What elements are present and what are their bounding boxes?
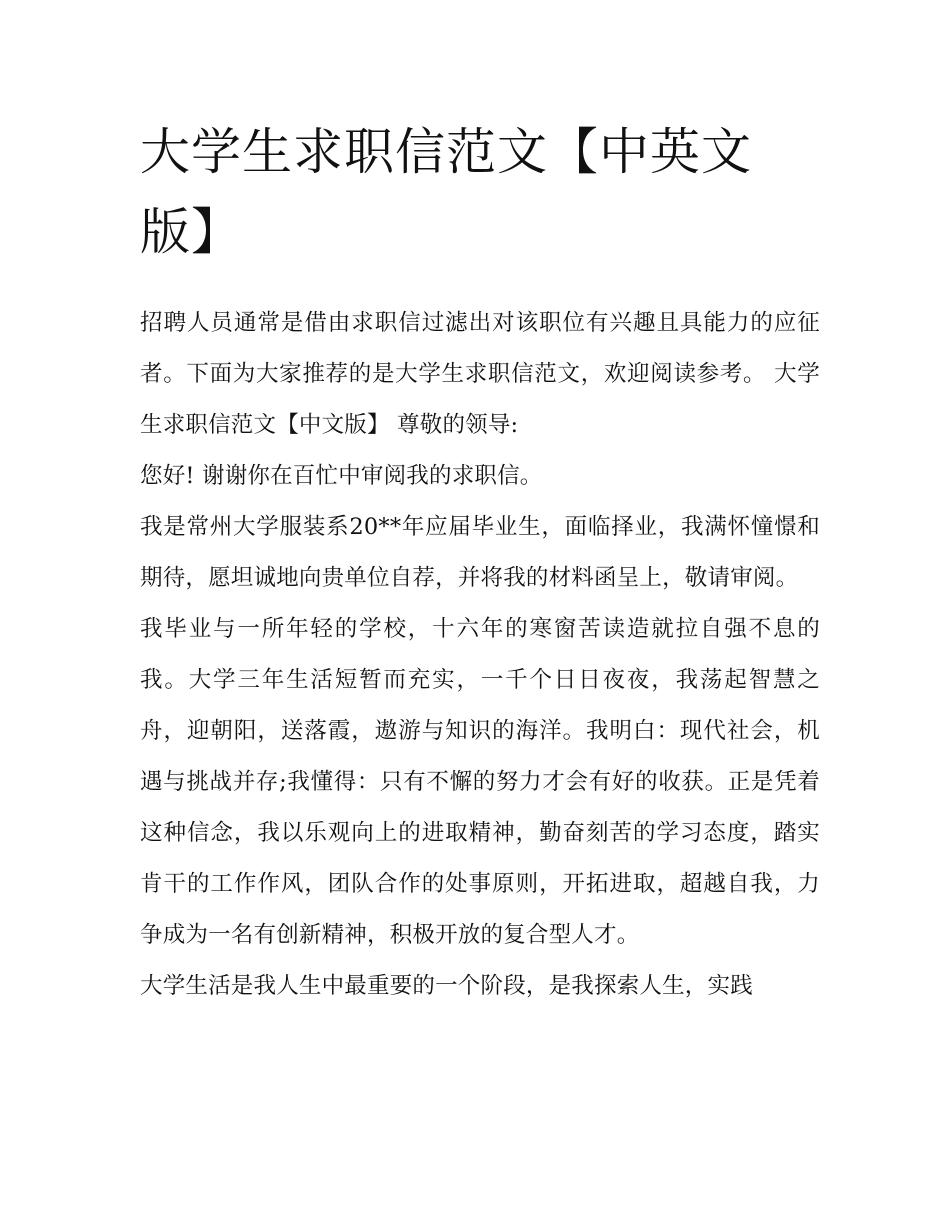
paragraph-education: 我毕业与一所年轻的学校，十六年的寒窗苦读造就拉自强不息的我。大学三年生活短暂而充实，一千个日日夜夜，我荡起智慧之舟，迎朝阳，送落霞，遨游与知识的海洋。我明白：现代社会，机遇与挑战并存;我懂得：只有不懈的努力才会有好的收获。正是凭着这种信念，我以乐观向上的进取精神，勤奋刻苦的学习态度，踏实肯干的工作作风，团队合作的处事原则，开拓进取，超越自我，力争成为一名有创新精神，积极开放的复合型人才。: [140, 616, 820, 948]
document-body: [140, 298, 820, 1012]
paragraph-college-life: 大学生活是我人生中最重要的一个阶段，是我探索人生，实践: [140, 973, 753, 999]
paragraph-self-introduction: 我是常州大学服装系20**年应届毕业生，面临择业，我满怀憧憬和期待，愿坦诚地向贵单位自荐，并将我的材料函呈上，敬请审阅。: [140, 514, 820, 591]
document-title: 大学生求职信范文【中英文版】: [140, 123, 752, 261]
paragraph-intro: 招聘人员通常是借由求职信过滤出对该职位有兴趣且具能力的应征者。下面为大家推荐的是大学生求职信范文，欢迎阅读参考。 大学生求职信范文【中文版】 尊敬的领导:: [140, 310, 820, 438]
document-content: [140, 112, 820, 1012]
paragraph-greeting: 您好! 谢谢你在百忙中审阅我的求职信。: [140, 463, 543, 489]
